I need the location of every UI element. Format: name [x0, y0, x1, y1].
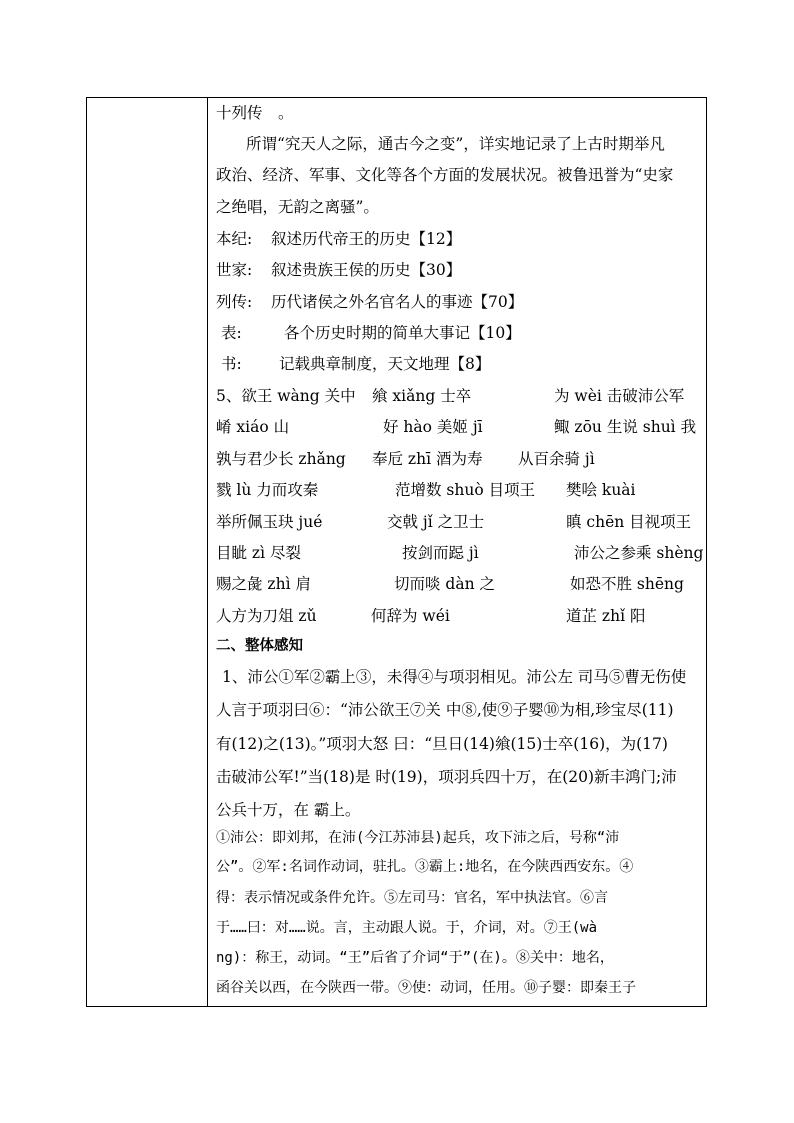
- section-heading: 二、整体感知: [216, 638, 303, 654]
- note-line: 公”。②军:名词作动词，驻扎。③霸上:地名，在今陕西西安东。④: [216, 859, 634, 875]
- pinyin-item: 飨 xiǎng 士卒: [372, 387, 472, 405]
- pinyin-item: 从百余骑 jì: [518, 450, 595, 468]
- text-line: 有(12)之(13)。”项羽大怒 曰：“旦日(14)飨(15)士卒(16)，为(17): [216, 735, 668, 753]
- text-line: 公兵十万，在 霸上。: [216, 801, 361, 819]
- pinyin-item: 为 wèi 击破沛公军: [554, 387, 685, 405]
- pinyin-item: 范增数 shuò 目项王: [395, 481, 536, 499]
- category-desc: 各个历史时期的简单大事记【10】: [284, 324, 521, 342]
- column-divider: [207, 98, 208, 1006]
- category-desc: 记载典章制度，天文地理【8】: [279, 355, 491, 373]
- pinyin-item: 目眦 zì 尽裂: [216, 544, 301, 562]
- text-line: 1、沛公①军②霸上③，未得④与项羽相见。沛公左 司马⑤曹无伤使: [222, 668, 687, 686]
- pinyin-item: 按剑而跽 jì: [402, 544, 479, 562]
- pinyin-item: 孰与君少长 zhǎng: [216, 450, 346, 468]
- note-line: ①沛公：即刘邦，在沛(今江苏沛县)起兵，攻下沛之后，号称“沛: [216, 830, 620, 846]
- pinyin-item: 瞋 chēn 目视项王: [566, 513, 692, 531]
- pinyin-item: 好 hào 美姬 jī: [383, 418, 483, 436]
- pinyin-item: 樊哙 kuài: [566, 481, 636, 499]
- text-line: 人言于项羽曰⑥：“沛公欲王⑦关 中⑧,使⑨子婴⑩为相,珍宝尽(11): [216, 701, 674, 719]
- category-name: 书:: [221, 355, 242, 373]
- pinyin-item: 戮 lù 力而攻秦: [216, 481, 319, 499]
- pinyin-item: 人方为刀俎 zǔ: [216, 607, 317, 625]
- note-line: 函谷关以西，在今陕西一带。⑨使：动词，任用。⑩子婴：即秦王子: [216, 980, 636, 996]
- pinyin-item: 举所佩玉玦 jué: [216, 513, 323, 531]
- pinyin-item: 崤 xiáo 山: [216, 418, 290, 436]
- intro-paragraph-line: 所谓“究天人之际，通古今之变”，详实地记录了上古时期举凡: [246, 135, 665, 153]
- intro-paragraph-line: 之绝唱，无韵之离骚”。: [216, 198, 379, 216]
- pinyin-item: 奉卮 zhī 酒为寿: [372, 450, 483, 468]
- pinyin-item: 5、欲王 wàng 关中: [216, 387, 356, 405]
- category-desc: 叙述历代帝王的历史【12】: [271, 230, 462, 248]
- pinyin-item: 鲰 zōu 生说 shuì 我: [554, 418, 697, 436]
- text-line: 击破沛公军!”当(18)是 时(19)，项羽兵四十万，在(20)新丰鸿门;沛: [216, 768, 677, 786]
- category-desc: 叙述贵族王侯的历史【30】: [271, 261, 462, 279]
- pinyin-item: 赐之彘 zhì 肩: [216, 575, 311, 593]
- category-name: 表:: [221, 324, 242, 342]
- pinyin-item: 切而啖 dàn 之: [394, 575, 496, 593]
- note-line: 得：表示情况或条件允许。⑤左司马：官名，军中执法官。⑥言: [216, 890, 608, 906]
- note-line: ng)：称王，动词。“王”后省了介词“于”(在)。⑧关中：地名，: [216, 950, 614, 966]
- pinyin-item: 道芷 zhǐ 阳: [566, 607, 646, 625]
- pinyin-item: 沛公之参乘 shèng: [574, 544, 704, 562]
- category-name: 本纪:: [216, 230, 253, 248]
- note-line: 于……曰：对……说。言，主动跟人说。于，介词，对。⑦王(wà: [216, 920, 597, 936]
- pinyin-item: 如恐不胜 shēng: [570, 575, 684, 593]
- pinyin-item: 何辞为 wéi: [371, 607, 450, 625]
- category-desc: 历代诸侯之外名官名人的事迹【70】: [271, 293, 524, 311]
- category-name: 世家:: [216, 261, 253, 279]
- intro-paragraph-line: 政治、经济、军事、文化等各个方面的发展状况。被鲁迅誉为“史家: [216, 166, 674, 184]
- category-name: 列传:: [216, 293, 253, 311]
- intro-line: 十列传 。: [216, 104, 294, 122]
- pinyin-item: 交戟 jǐ 之卫士: [387, 513, 485, 531]
